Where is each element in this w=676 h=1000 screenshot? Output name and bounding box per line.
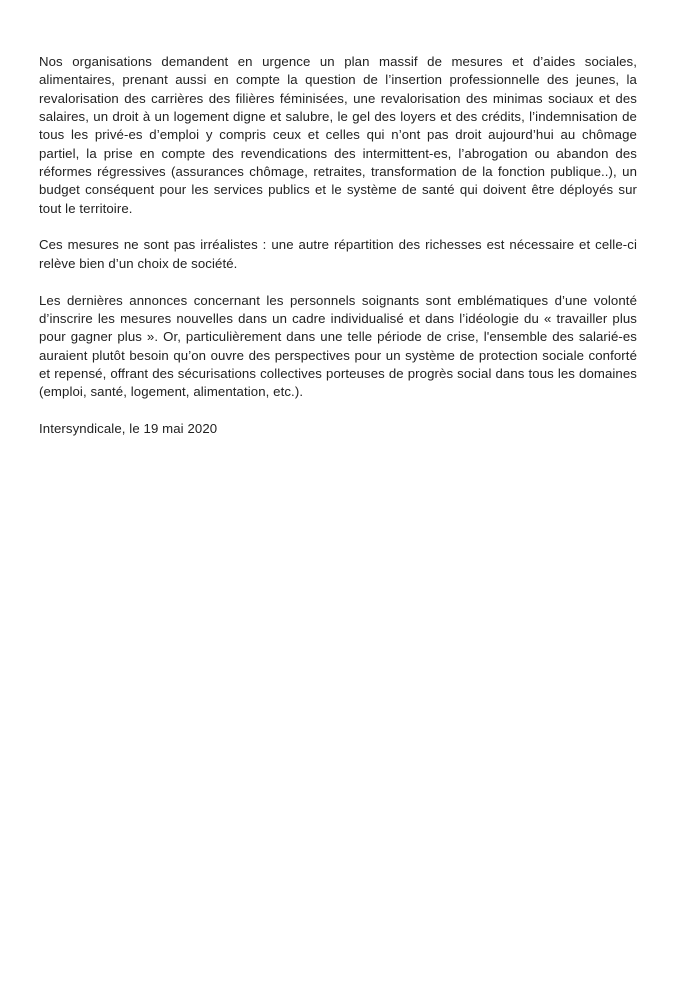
body-paragraph-measures: Ces mesures ne sont pas irréalistes : une autre répartition des richesses est nécessaire et celle-ci relève bien d’un choix de société. xyxy=(39,237,637,271)
body-paragraph-demands: Nos organisations demandent en urgence un plan massif de mesures et d’aides sociales, alimentaires, prenant aussi en compte la question de l’insertion professionnelle des jeunes, la revalorisation des carrières des filières féminisées, une revalorisation des minimas sociaux et des salaires, un droit à un logement digne et salubre, le gel des loyers et des crédits, l’indemnisation de tous les privé-es d’emploi y compris ceux et celles qui n’ont pas droit aujourd’hui au chômage partiel, la prise en compte des revendications des intermittent-es, l’abrogation ou abandon des réformes régressives (assurances chômage, retraites, transformation de la fonction publique..), un budget conséquent pour les services publics et le système de santé qui doivent être déployés sur tout le territoire. xyxy=(39,54,637,216)
signature-date-line: Intersyndicale, le 19 mai 2020 xyxy=(39,421,218,437)
body-paragraph-announcements: Les dernières annonces concernant les personnels soignants sont emblématiques d’une volonté d’inscrire les mesures nouvelles dans un cadre individualisé et dans l’idéologie du « travailler plus pour gagner plus ». Or, particulièrement dans une telle période de crise, l'ensemble des salarié-es auraient plutôt besoin qu’on ouvre des perspectives pour un système de protection sociale conforté et repensé, offrant des sécurisations collectives porteuses de progrès social dans tous les domaines (emploi, santé, logement, alimentation, etc.). xyxy=(39,292,637,400)
